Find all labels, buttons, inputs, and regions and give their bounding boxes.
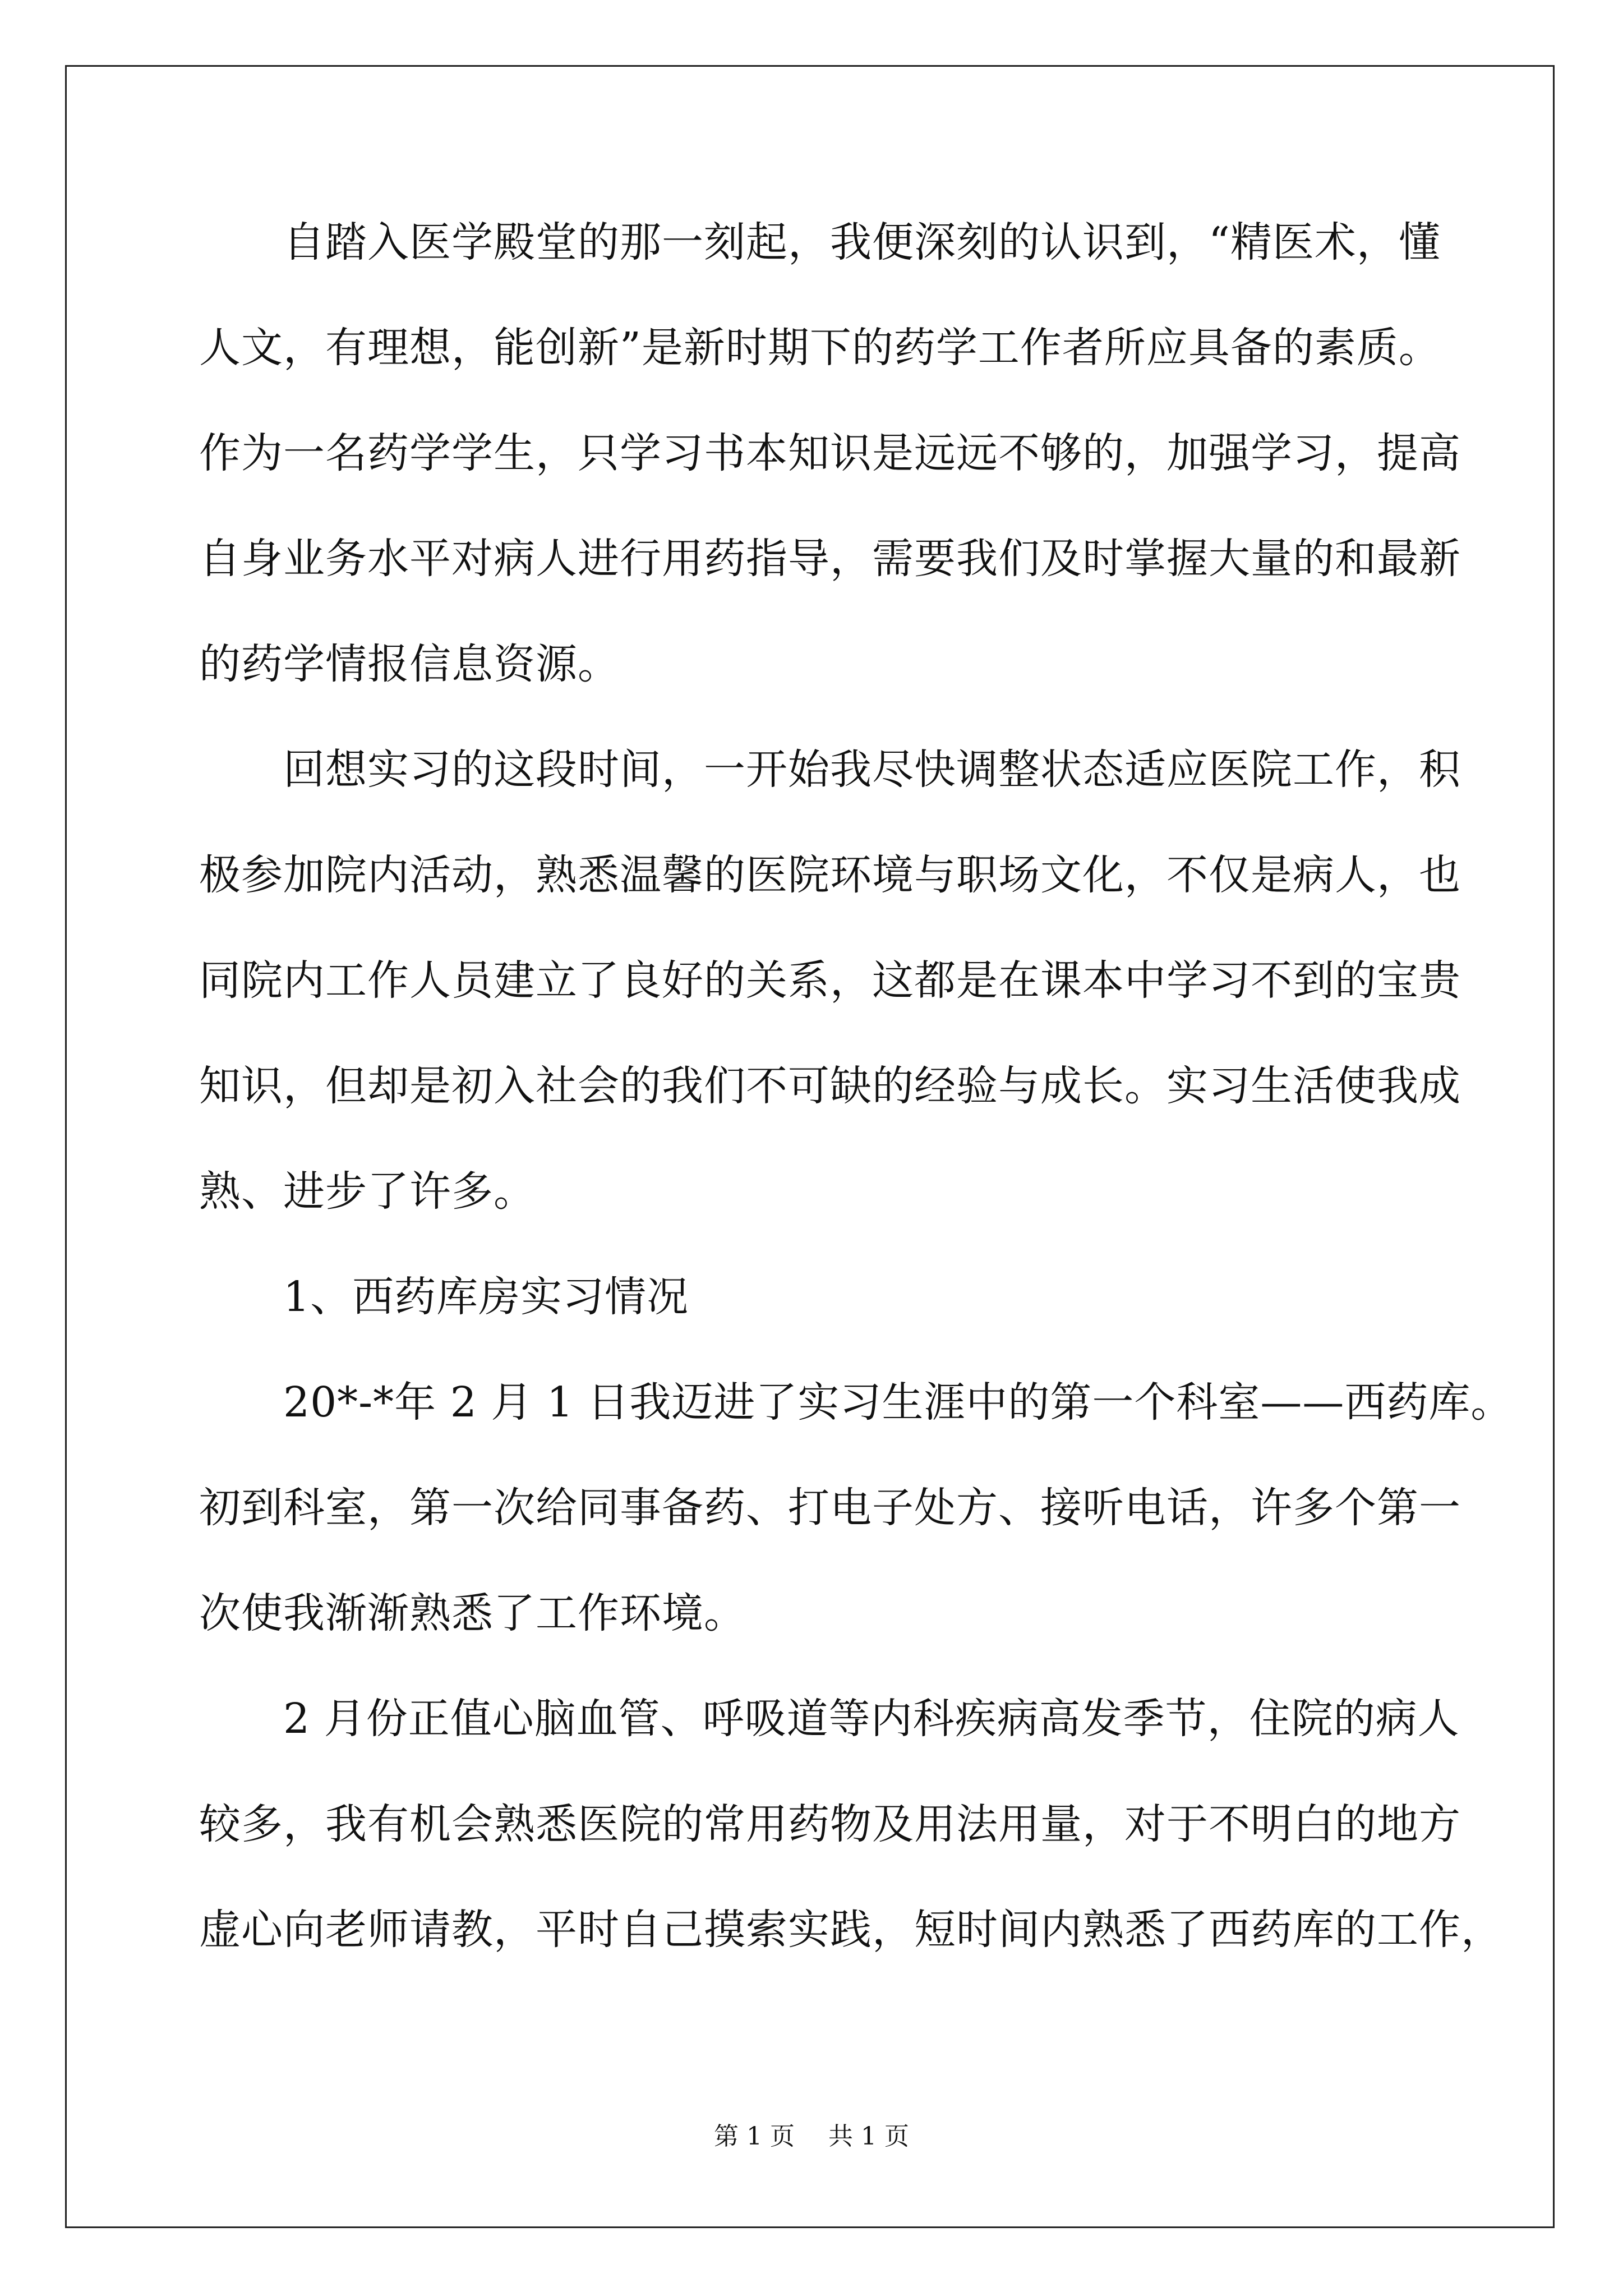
paragraph-line: 2 月份正值心脑血管、呼吸道等内科疾病高发季节，住院的病人 bbox=[283, 1695, 1460, 1743]
paragraph-line: 同院内工作人员建立了良好的关系，这都是在课本中学习不到的宝贵 bbox=[199, 956, 1461, 1005]
page-total: 共 1 页 bbox=[828, 2122, 909, 2151]
paragraph-line: 20*-*年 2 月 1 日我迈进了实习生涯中的第一个科室——西药库。 bbox=[283, 1378, 1513, 1427]
page-number: 第 1 页 bbox=[714, 2122, 795, 2151]
paragraph-line: 自身业务水平对病人进行用药指导，需要我们及时掌握大量的和最新 bbox=[199, 535, 1461, 583]
paragraph-line: 初到科室，第一次给同事备药、打电子处方、接听电话，许多个第一 bbox=[199, 1484, 1461, 1532]
paragraph-line: 人文，有理想，能创新”是新时期下的药学工作者所应具备的素质。 bbox=[199, 324, 1441, 372]
paragraph-line: 回想实习的这段时间，一开始我尽快调整状态适应医院工作，积 bbox=[283, 746, 1461, 794]
section-heading: 1、西药库房实习情况 bbox=[283, 1273, 689, 1321]
paragraph-line: 次使我渐渐熟悉了工作环境。 bbox=[199, 1589, 746, 1637]
paragraph-line: 自踏入医学殿堂的那一刻起，我便深刻的认识到，“精医术，懂 bbox=[283, 218, 1441, 266]
paragraph-line: 虚心向老师请教，平时自己摸索实践，短时间内熟悉了西药库的工作， bbox=[199, 1906, 1503, 1954]
paragraph-line: 的药学情报信息资源。 bbox=[199, 640, 620, 688]
page-footer bbox=[0, 2124, 1623, 2149]
paragraph-line: 较多，我有机会熟悉医院的常用药物及用法用量，对于不明白的地方 bbox=[199, 1800, 1461, 1848]
paragraph-line: 熟、进步了许多。 bbox=[199, 1167, 536, 1216]
paragraph-line: 作为一名药学学生，只学习书本知识是远远不够的，加强学习，提高 bbox=[199, 429, 1461, 477]
document-body bbox=[199, 218, 1513, 2014]
paragraph-line: 知识，但却是初入社会的我们不可缺的经验与成长。实习生活使我成 bbox=[199, 1062, 1461, 1110]
paragraph-line: 极参加院内活动，熟悉温馨的医院环境与职场文化，不仅是病人，也 bbox=[199, 851, 1461, 899]
